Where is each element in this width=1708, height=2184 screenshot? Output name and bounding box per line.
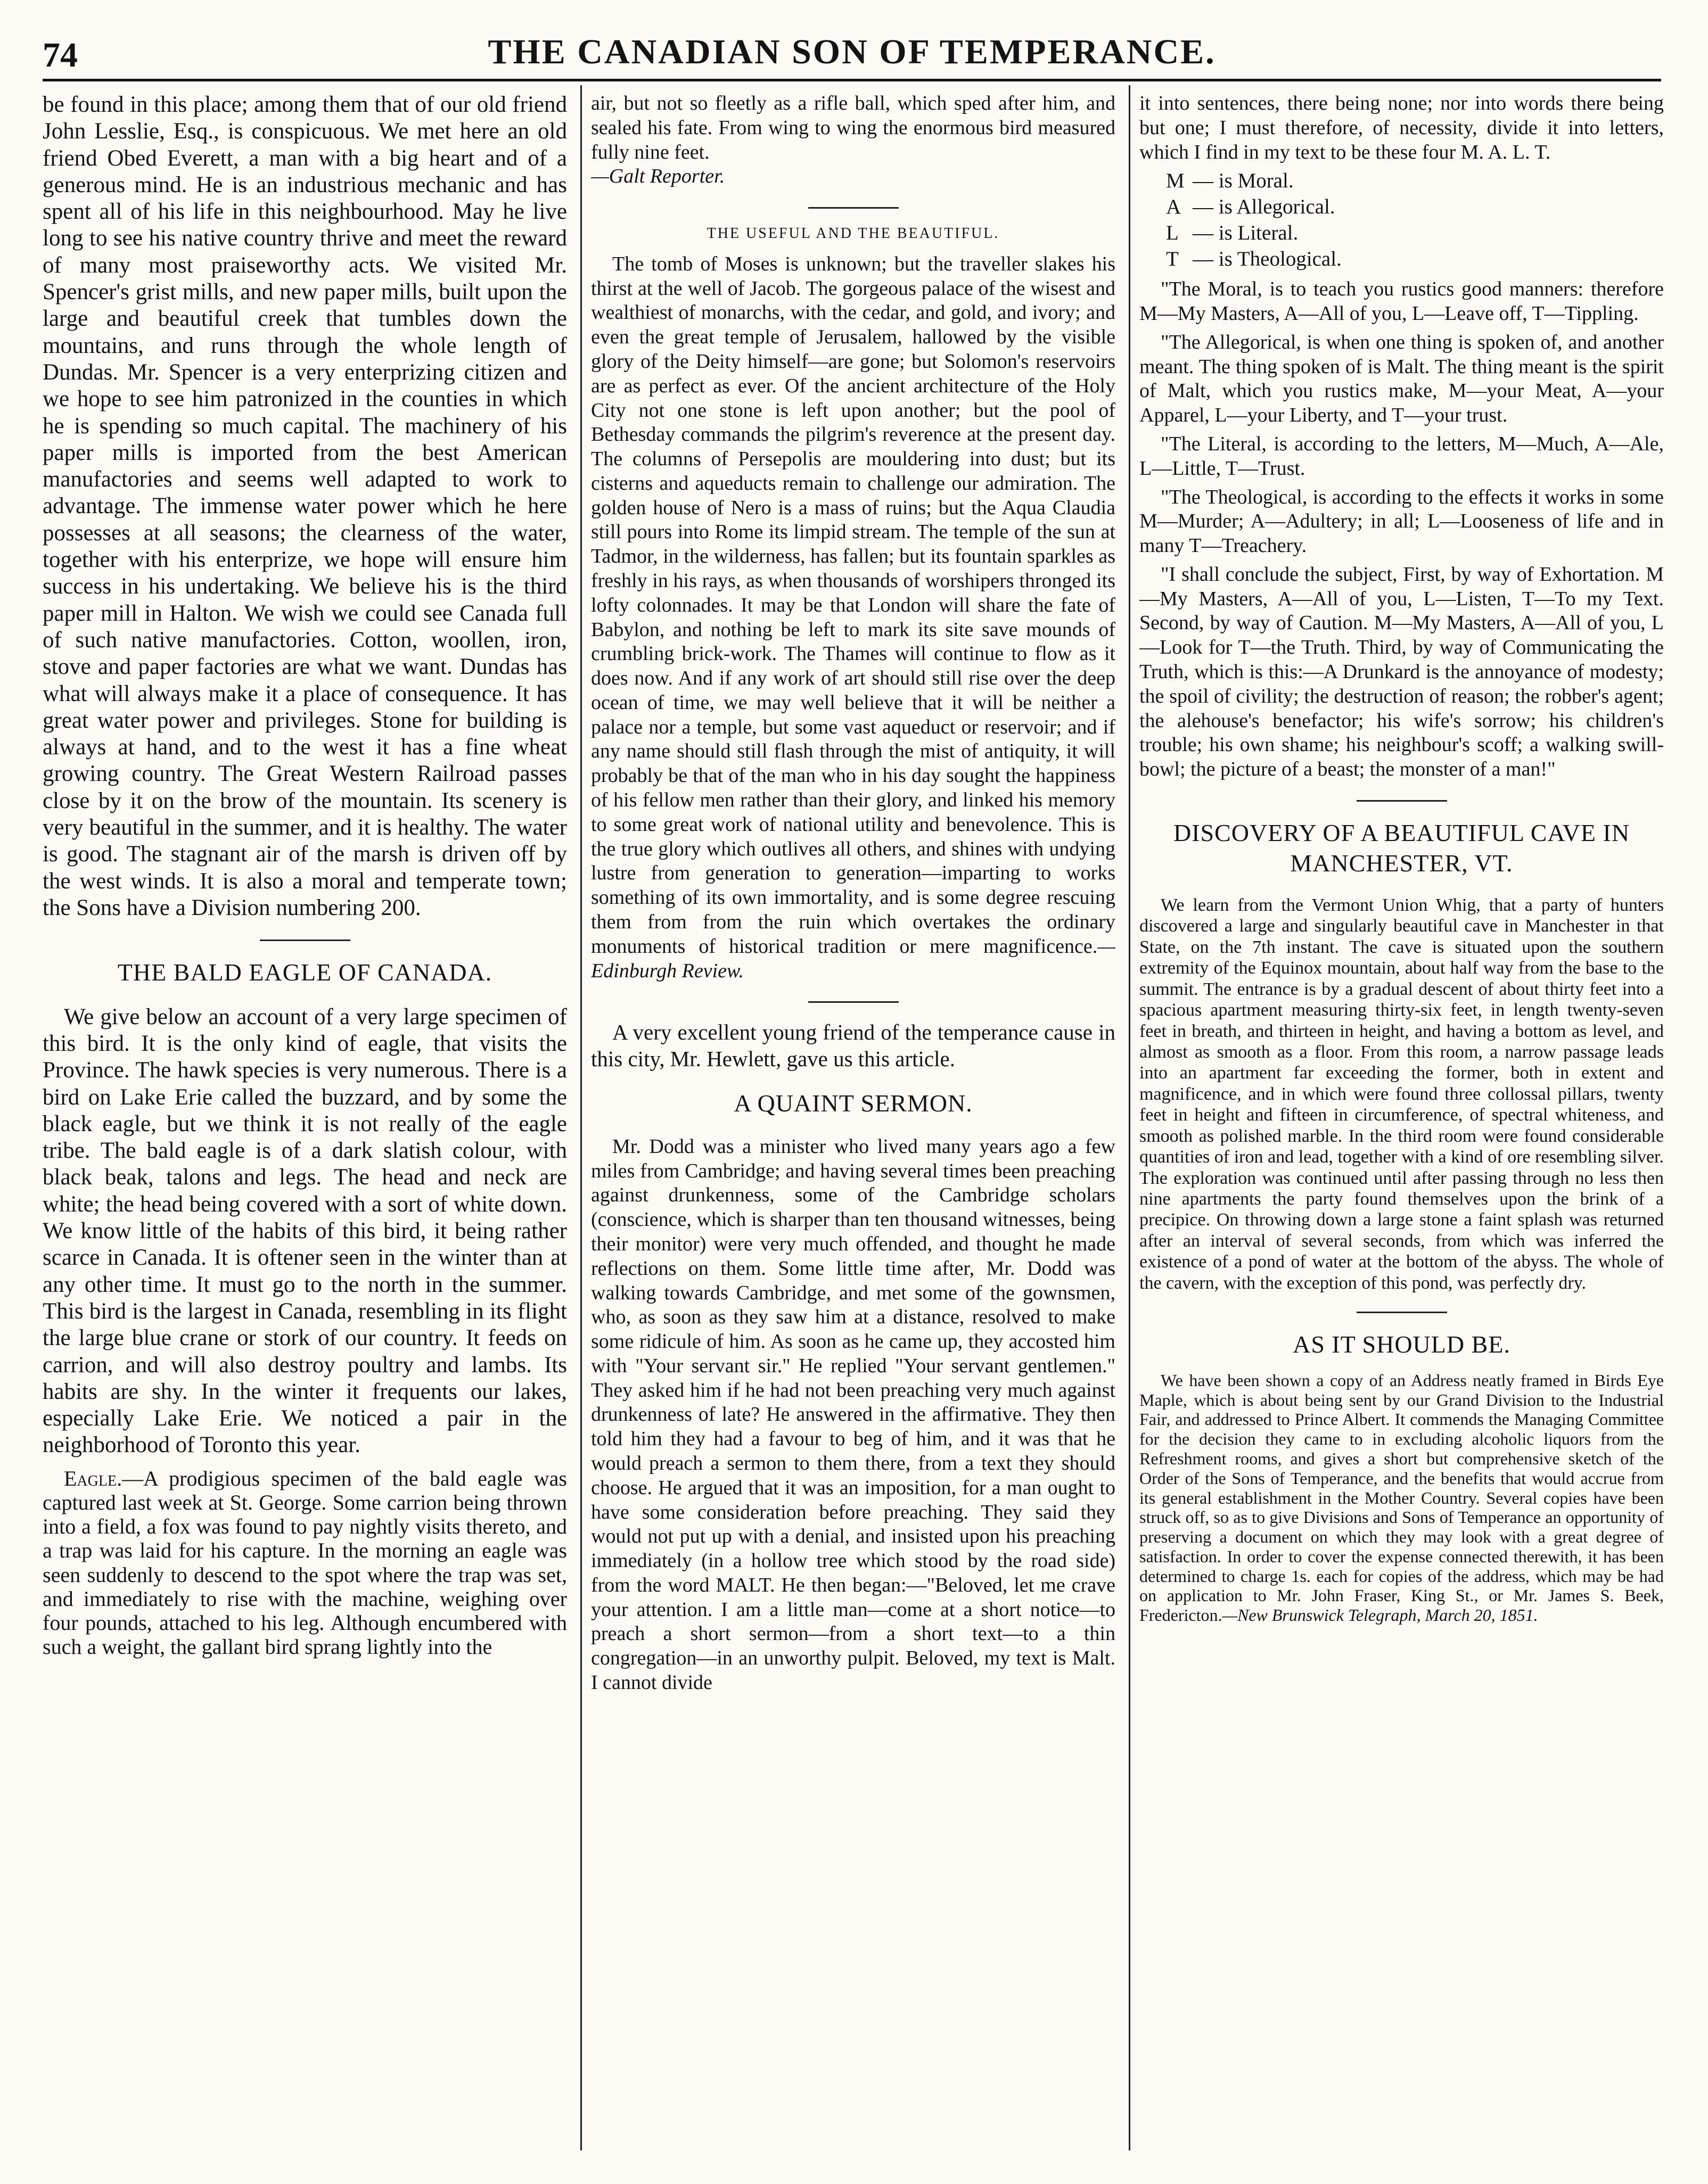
column-1 (43, 92, 567, 2146)
eagle-lead-word: Eagle. (64, 1466, 122, 1490)
eagle-extract-paragraph (43, 1466, 567, 1659)
useful-article-paragraph (591, 252, 1115, 983)
column-rule-2 (1129, 85, 1130, 2150)
sermon-intro-paragraph: A very excellent young friend of the temperance cause in this city, Mr. Hewlett, gave us this article. (591, 1020, 1115, 1072)
acrostic-letter: L (1166, 221, 1179, 245)
sermon-article-title: A QUAINT SERMON. (734, 1090, 973, 1117)
theological-paragraph: "The Theological, is according to the effects it works in some M—Murder; A—Adultery; in all; L—Looseness of life and in many T—Treachery. (1139, 485, 1664, 557)
running-title: THE CANADIAN SON OF TEMPERANCE. (488, 32, 1216, 71)
acrostic-line (1166, 169, 1664, 194)
acrostic-letter: M (1166, 169, 1185, 193)
cave-article-title: DISCOVERY OF A BEAUTIFUL CAVE IN MANCHESTER, VT. (1173, 819, 1630, 877)
eagle-extract-text: —A prodigious specimen of the bald eagle was captured last week at St. George. Some carrion being thrown into a field, a fox was found to pay nightly visits thereto, and a trap was laid for his capture. In the morning an eagle was seen suddenly to descend to the spot where the trap was set, and immediately to rise with the machine, weighing over four pounds, attached to his leg. Although encumbered with such a weight, the gallant bird sprang lightly into the (43, 1466, 567, 1659)
useful-source: —Edinburgh Review. (591, 935, 1115, 982)
acrostic-letter: T (1166, 248, 1179, 271)
dundas-article-paragraph: be found in this place; among them that of our old friend John Lesslie, Esq., is conspicuous. We met here an old friend Obed Everett, a man with a big heart and of a generous mind. He is an industrious mechanic and has spent all of his life in this neighbourhood. May he live long to see his native country thrive and meet the reward of many most praiseworthy acts. We visited Mr. Spencer's grist mills, and new paper mills, built upon the large and beautiful creek that tumbles down the mountains, and runs through the whole length of Dundas. Mr. Spencer is a very enterprizing citizen and we hope to see him patronized in the counties in which he is spending so much capital. The machinery of his paper mills is imported from the best American manufactories and seems well adapted to work to advantage. The immense water power which he here possesses at all seasons; the clearness of the water, together with his enterprize, we hope will ensure him success in his undertaking. We believe his is the third paper mill in Halton. We wish we could see Canada full of such native manufactories. Cotton, woollen, iron, stove and paper factories are what we want. Dundas has what will always make it a place of consequence. It has great water power and privileges. Stone for building is always at hand, and to the west it has a fine wheat growing country. The Great Western Railroad passes close by it on the brow of the mountain. Its scenery is very beautiful in the summer, and it is healthy. The water is good. The stagnant air of the marsh is driven off by the west winds. It is also a moral and temperate town; the Sons have a Division numbering 200. (43, 92, 567, 920)
allegorical-paragraph: "The Allegorical, is when one thing is spoken of, and another meant. The thing spoken of is Malt. The thing meant is the spirit of Malt, which you rustics make, M—your Meat, A—your Apparel, L—your Liberty, and T—your trust. (1139, 331, 1664, 427)
conclusion-paragraph: "I shall conclude the subject, First, by way of Exhortation. M—My Masters, A—All of you, L—Listen, T—To my Text. Second, by way of Caution. M—My Masters, A—All of you, L—Look for T—the Truth. Third, by way of Communicating the Truth, which is this:—A Drunkard is the annoyance of modesty; the spoil of civility; the destruction of reason; the robber's agent; the alehouse's benefactor; his wife's sorrow; his children's trouble; his own shame; his neighbour's scoff; a walking swill-bowl; the picture of a beast; the monster of a man!" (1139, 563, 1664, 781)
acrostic-line (1166, 221, 1664, 246)
acrostic-meaning: — is Theological. (1193, 248, 1342, 271)
should-article-title: AS IT SHOULD BE. (1293, 1331, 1510, 1358)
acrostic-meaning: — is Moral. (1193, 169, 1294, 193)
cave-paragraph: We learn from the Vermont Union Whig, that a party of hunters discovered a large and singularly beautiful cave in Manchester in that State, on the 7th instant. The cave is situated upon the southern extremity of the Equinox mountain, about half way from the base to the summit. The entrance is by a gradual descent of about thirty feet into a spacious apartment measuring thirty-six feet, in length twenty-seven feet in breath, and thirteen in height, and having a bottom as level, and almost as smooth as a floor. From this room, a narrow passage leads into an apartment far exceeding the former, both in extent and magnificence, and in which were found three collossal pillars, twenty feet in height and fifteen in circumference, of spectral whiteness, and smooth as polished marble. In the third room were found considerable quantities of iron and lead, together with a kind of ore resembling silver. The exploration was continued until after passing through no less then nine apartments the party found themselves upon the brink of a precipice. On throwing down a large stone a faint splash was returned after an interval of several seconds, from which was inferred the existence of a pond of water at the bottom of the abyss. The whole of the cavern, with the exception of this pond, was perfectly dry. (1139, 895, 1664, 1293)
header-rule (43, 79, 1661, 81)
should-text: We have been shown a copy of an Address neatly framed in Birds Eye Maple, which is about being sent by our Grand Division to the Industrial Fair, and addressed to Prince Albert. It commends the Managing Committee for the decision they came to in excluding alcoholic liquors from the Refreshment rooms, and gives a short but comprehensive sketch of the Order of the Sons of Temperance, and the benefits that would accrue from its general establishment in the Mother Country. Several copies have been struck off, so as to give Divisions and Sons of Temperance an opportunity of preserving a document on which they may look with a great degree of satisfaction. In order to cover the expense connected therewith, it has been determined to charge 1s. each for copies of the address, which may be had on application to Mr. John Fraser, King St., or Mr. James S. Beek, Fredericton. (1139, 1370, 1664, 1625)
should-paragraph (1139, 1371, 1664, 1625)
page-header (43, 32, 1661, 75)
article-separator (808, 1001, 899, 1003)
useful-article-title: THE USEFUL AND THE BEAUTIFUL. (707, 225, 1000, 242)
page-number: 74 (43, 36, 78, 75)
sermon-paragraph: Mr. Dodd was a minister who lived many years ago a few miles from Cambridge; and having several times been preaching against drunkenness, some of the Cambridge scholars (conscience, which is sharper than ten thousand witnesses, being their monitor) were very much offended, and thought he made reflections on them. Some little time after, Mr. Dodd was walking towards Cambridge, and met some of the gownsmen, who, as soon as they saw him at a distance, resolved to make some ridicule of him. As soon as he came up, they accosted him with "Your servant sir." He replied "Your servant gentlemen." They asked him if he had not been preaching very much against drunkenness of late? He answered in the affirmative. They then told him they had a favour to beg of him, and it was that he would preach a sermon to them there, from a text they should choose. He argued that it was an imposition, for a man ought to have some consideration before preaching. They said they would not put up with a denial, and insisted upon his preaching immediately (in a hollow tree which stood by the road side) from the word MALT. He then began:—"Beloved, let me crave your attention. I am a little man—come at a short notice—to preach a short sermon—from a short text—to a thin congregation—in an unworthy pulpit. Beloved, my text is Malt. I cannot divide (591, 1135, 1115, 1694)
article-separator (260, 939, 350, 941)
acrostic-meaning: — is Literal. (1193, 221, 1299, 245)
column-rule-1 (580, 85, 582, 2150)
article-separator (808, 207, 899, 209)
acrostic-letter: A (1166, 195, 1181, 219)
article-separator (1357, 800, 1447, 802)
column-2 (591, 92, 1115, 2146)
sermon-continued-paragraph: it into sentences, there being none; nor into words there being but one; I must therefore, of necessity, divide it into letters, which I find in my text to be these four M. A. L. T. (1139, 92, 1664, 163)
column-3 (1139, 92, 1664, 2146)
malt-acrostic (1166, 169, 1664, 272)
useful-article-text: The tomb of Moses is unknown; but the traveller slakes his thirst at the well of Jacob. The gorgeous palace of the wisest and wealthiest of monarchs, with the cedar, and gold, and ivory; and even the great temple of Jerusalem, hallowed by the visible glory of the Deity himself—are gone; but Solomon's reservoirs are as perfect as ever. Of the ancient architecture of the Holy City not one stone is left upon another; but the pool of Bethesday commands the pilgrim's reverence at the present day. The columns of Persepolis are mouldering into dust; but its cisterns and aqueducts remain to challenge our admiration. The golden house of Nero is a mass of ruins; but the Aqua Claudia still pours into Rome its limpid stream. The temple of the sun at Tadmor, in the wilderness, has fallen; but its fountain sparkles as freshly in his rays, as when thousands of worshipers thronged its lofty colonnades. It may be that London will share the fate of Babylon, and nothing be left to mark its site save mounds of crumbling brick-work. The Thames will continue to flow as it does now. And if any work of art should still rise over the deep ocean of time, we may well believe that it will be neither a palace nor a temple, but some vast aqueduct or reservoir; and if any name should still flash through the mist of antiquity, it will probably be that of the man who in his day sought the happiness of his fellow men rather than their glory, and linked his memory to some great work of national utility and benevolence. This is the true glory which outlives all others, and shines with undying lustre from generation to generation—imparting to works something of its own immortality, and is some degree rescuing them from from the ruin which overtakes the ordinary monuments of historical tradition or mere magnificence. (591, 252, 1115, 958)
acrostic-line (1166, 247, 1664, 272)
should-source: —New Brunswick Telegraph, March 20, 1851. (1222, 1605, 1538, 1625)
eagle-source: —Galt Reporter. (591, 165, 725, 188)
moral-paragraph: "The Moral, is to teach you rustics good manners: therefore M—My Masters, A—All of you, L—Leave off, T—Tippling. (1139, 278, 1664, 325)
acrostic-line (1166, 195, 1664, 220)
eagle-article-paragraph: We give below an account of a very large specimen of this bird. It is the only kind of eagle, that visits the Province. The hawk species is very numerous. There is a bird on Lake Erie called the buzzard, and by some the black eagle, but we think it is not really of the eagle tribe. The bald eagle is of a dark slatish colour, with black beak, talons and legs. The head and neck are white; the head being covered with a sort of white down. We know little of the habits of this bird, it being rather scarce in Canada. It is oftener seen in the winter than at any other time. It must go to the north in the summer. This bird is the largest in Canada, resembling in its flight the large blue crane or stork of our country. It feeds on carrion, and will also destroy poultry and lambs. Its habits are shy. In the winter it frequents our lakes, especially Lake Erie. We noticed a pair in the neighborhood of Toronto this year. (43, 1004, 567, 1458)
article-separator (1357, 1312, 1447, 1313)
eagle-article-title: THE BALD EAGLE OF CANADA. (117, 959, 492, 986)
eagle-extract-continued-text: air, but not so fleetly as a rifle ball, which sped after him, and sealed his fate. From wing to wing the enormous bird measured fully nine feet. (591, 92, 1115, 163)
acrostic-meaning: — is Allegorical. (1193, 195, 1335, 219)
eagle-extract-continued (591, 92, 1115, 189)
literal-paragraph: "The Literal, is according to the letters, M—Much, A—Ale, L—Little, T—Trust. (1139, 432, 1664, 480)
